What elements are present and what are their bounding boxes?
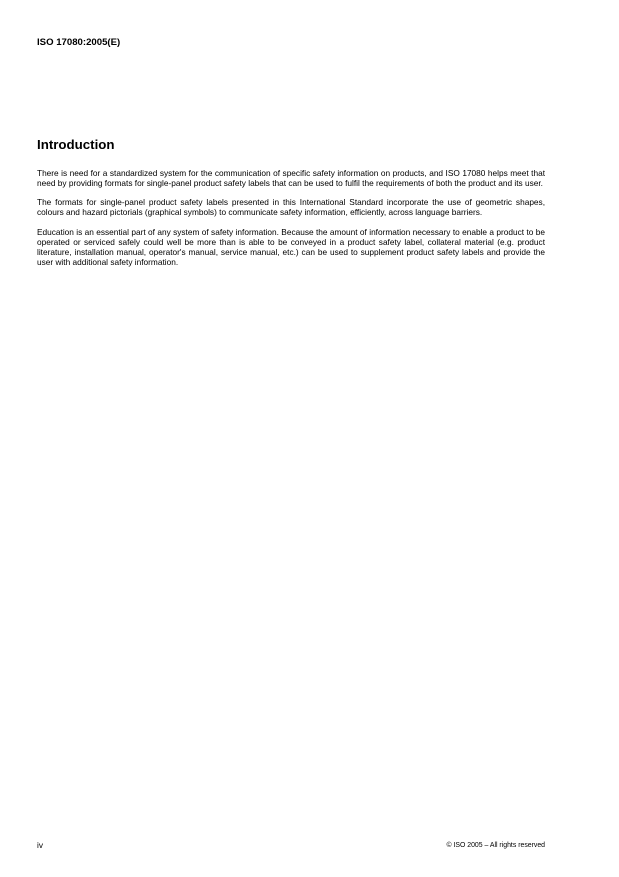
page-number: iv (37, 840, 43, 850)
section-title: Introduction (37, 137, 115, 152)
paragraph: Education is an essential part of any system of safety information. Because the amount of information necessary to enable a product to be operated or serviced safely could well be more than is able to be conveyed in a product safety label, collateral material (e.g. product literature, installation manual, operator's manual, service manual, etc.) can be used to supplement product safety labels and provide the user with additional safety information. (37, 226, 545, 267)
introduction-body (37, 169, 545, 277)
copyright-notice: © ISO 2005 – All rights reserved (446, 842, 545, 849)
document-id: ISO 17080:2005(E) (37, 37, 121, 48)
paragraph: There is need for a standardized system for the communication of specific safety information on products, and ISO 17080 helps meet that need by providing formats for single-panel product safety labels that can be used to fulfil the requirements of both the product and its user. (37, 168, 545, 188)
paragraph: The formats for single-panel product safety labels presented in this International Standard incorporate the use of geometric shapes, colours and hazard pictorials (graphical symbols) to communicate safety information, efficiently, across language barriers. (37, 197, 545, 218)
